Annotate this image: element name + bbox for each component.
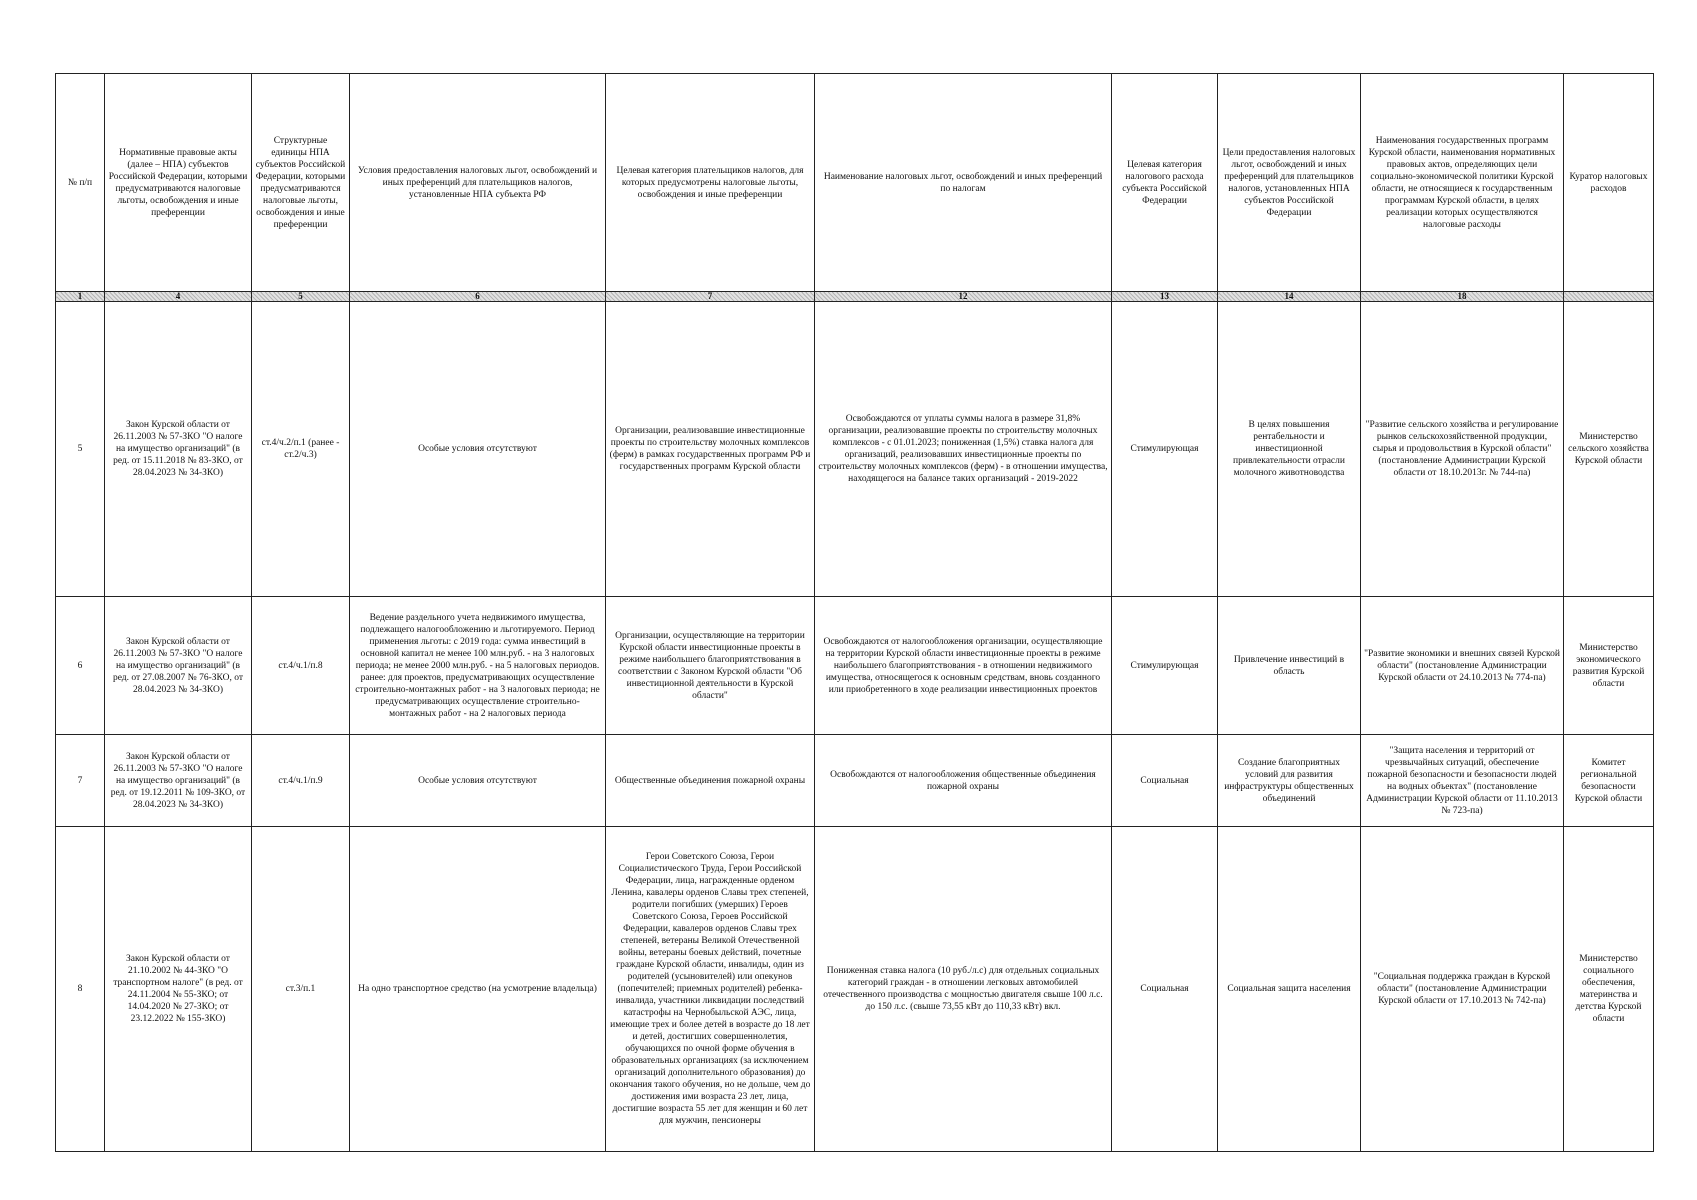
cell-curator: Министерство социального обеспечения, материнства и детства Курской области <box>1564 827 1654 1152</box>
cell-act: Закон Курской области от 21.10.2002 № 44-ЗКО "О транспортном налоге" (в ред. от 24.11.2004 № 55-ЗКО; от 14.04.2020 № 27-ЗКО; от 23.12.2022 № 155-ЗКО) <box>105 827 252 1152</box>
column-number: 7 <box>606 292 815 302</box>
column-number: 6 <box>350 292 606 302</box>
cell-benefit: Освобождаются от налогообложения организации, осуществляющие на территории Курской области инвестиционные проекты в режиме наибольшего благоприятствования - в отношении недвижимого имущества, относящегося к основным средствам, вновь созданного или приобретенного в ходе реализации инвестиционных проектов <box>815 597 1112 735</box>
column-number: 12 <box>815 292 1112 302</box>
cell-curator: Министерство экономического развития Курской области <box>1564 597 1654 735</box>
cell-category: Организации, реализовавшие инвестиционные проекты по строительству молочных комплексов (ферм) в рамках государственных программ РФ и государственных программ Курской области <box>606 302 815 597</box>
table-row <box>56 302 1654 597</box>
header-cell-goal: Цели предоставления налоговых льгот, освобождений и иных преференций для плательщиков налогов, установленных НПА субъектов Российской Федерации <box>1218 74 1361 292</box>
cell-benefit: Пониженная ставка налога (10 руб./л.с) для отдельных социальных категорий граждан - в отношении легковых автомобилей отечественного производства с мощностью двигателя свыше 100 л.с. до 150 л.с. (свыше 73,55 кВт до 110,33 кВт) вкл. <box>815 827 1112 1152</box>
cell-curator: Комитет региональной безопасности Курской области <box>1564 735 1654 827</box>
cell-type: Социальная <box>1112 827 1218 1152</box>
header-cell-program: Наименования государственных программ Курской области, наименования нормативных правовых актов, определяющих цели социально-экономической политики Курской области, не относящиеся к государственным программам Курской области, в целях реализации которых осуществляются налоговые расходы <box>1361 74 1564 292</box>
cell-curator: Министерство сельского хозяйства Курской области <box>1564 302 1654 597</box>
cell-goal: Социальная защита населения <box>1218 827 1361 1152</box>
cell-conditions: На одно транспортное средство (на усмотрение владельца) <box>350 827 606 1152</box>
cell-benefit: Освобождаются от уплаты суммы налога в размере 31,8% организации, реализовавшие проекты по строительству молочных комплексов - с 01.01.2023; пониженная (1,5%) ставка налога для организаций, реализовавших инвестиционные проекты по строительству молочных комплексов (ферм) - в отношении имущества, находящегося на балансе таких организаций - 2019-2022 <box>815 302 1112 597</box>
header-cell-act: Нормативные правовые акты (далее – НПА) субъектов Российской Федерации, которыми предусматриваются налоговые льготы, освобождения и иные преференции <box>105 74 252 292</box>
cell-goal: Создание благоприятных условий для развития инфраструктуры общественных объединений <box>1218 735 1361 827</box>
header-cell-category: Целевая категория плательщиков налогов, для которых предусмотрены налоговые льготы, освобождения и иные преференции <box>606 74 815 292</box>
cell-category: Организации, осуществляющие на территории Курской области инвестиционные проекты в режиме наибольшего благоприятствования в соответствии с Законом Курской области "Об инвестиционной деятельности в Курской области" <box>606 597 815 735</box>
tax-expenditures-table <box>55 73 1654 1152</box>
column-number: 5 <box>252 292 350 302</box>
cell-type: Социальная <box>1112 735 1218 827</box>
cell-num: 7 <box>56 735 105 827</box>
column-number-row <box>56 292 1654 302</box>
cell-program: "Развитие сельского хозяйства и регулирование рынков сельскохозяйственной продукции, сырья и продовольствия в Курской области" (постановление Администрации Курской области от 18.10.2013г. № 744-па) <box>1361 302 1564 597</box>
cell-goal: Привлечение инвестиций в область <box>1218 597 1361 735</box>
cell-unit: ст.3/п.1 <box>252 827 350 1152</box>
cell-unit: ст.4/ч.1/п.8 <box>252 597 350 735</box>
cell-unit: ст.4/ч.1/п.9 <box>252 735 350 827</box>
cell-program: "Развитие экономики и внешних связей Курской области" (постановление Администрации Курской области от 24.10.2013 № 774-па) <box>1361 597 1564 735</box>
header-cell-benefit: Наименование налоговых льгот, освобождений и иных преференций по налогам <box>815 74 1112 292</box>
header-cell-num: № п/п <box>56 74 105 292</box>
header-cell-curator: Куратор налоговых расходов <box>1564 74 1654 292</box>
table-header-row <box>56 74 1654 292</box>
column-number <box>1564 292 1654 302</box>
cell-type: Стимулирующая <box>1112 597 1218 735</box>
cell-act: Закон Курской области от 26.11.2003 № 57-ЗКО "О налоге на имущество организаций" (в ред. от 19.12.2011 № 109-ЗКО, от 28.04.2023 № 34-ЗКО) <box>105 735 252 827</box>
column-number: 1 <box>56 292 105 302</box>
header-cell-unit: Структурные единицы НПА субъектов Российской Федерации, которыми предусматриваются налоговые льготы, освобождения и иные преференции <box>252 74 350 292</box>
cell-conditions: Особые условия отсутствуют <box>350 302 606 597</box>
table-row <box>56 597 1654 735</box>
cell-type: Стимулирующая <box>1112 302 1218 597</box>
cell-program: "Социальная поддержка граждан в Курской области" (постановление Администрации Курской области от 17.10.2013 № 742-па) <box>1361 827 1564 1152</box>
cell-goal: В целях повышения рентабельности и инвестиционной привлекательности отрасли молочного животноводства <box>1218 302 1361 597</box>
cell-unit: ст.4/ч.2/п.1 (ранее - ст.2/ч.3) <box>252 302 350 597</box>
column-number: 13 <box>1112 292 1218 302</box>
cell-num: 8 <box>56 827 105 1152</box>
column-number: 4 <box>105 292 252 302</box>
cell-category: Герои Советского Союза, Герои Социалистического Труда, Герои Российской Федерации, лица, награжденные орденом Ленина, кавалеры орденов Славы трех степеней, родители погибших (умерших) Героев Советского Союза, Героев Российской Федерации, кавалеров орденов Славы трех степеней, ветераны Великой Отечественной войны, ветераны боевых действий, почетные граждане Курской области, инвалиды, один из родителей (усыновителей) или опекунов (попечителей; приемных родителей) ребенка-инвалида, участники ликвидации последствий катастрофы на Чернобыльской АЭС, лица, имеющие трех и более детей в возрасте до 18 лет и детей, достигших совершеннолетия, обучающихся по очной форме обучения в образовательных организациях (за исключением организаций дополнительного образования) до окончания такого обучения, но не дольше, чем до достижения ими возраста 23 лет, лица, достигшие возраста 55 лет для женщин и 60 лет для мужчин, пенсионеры <box>606 827 815 1152</box>
cell-conditions: Ведение раздельного учета недвижимого имущества, подлежащего налогообложению и льготируемого. Период применения льготы: с 2019 года: сумма инвестиций в основной капитал не менее 100 млн.руб. - на 3 налоговых периода; не менее 2000 млн.руб. - на 5 налоговых периодов. ранее: для проектов, предусматривающих осуществление строительно-монтажных работ - на 3 налоговых периода; не предусматривающих осуществление строительно-монтажных работ - на 2 налоговых периода <box>350 597 606 735</box>
header-cell-type: Целевая категория налогового расхода субъекта Российской Федерации <box>1112 74 1218 292</box>
cell-act: Закон Курской области от 26.11.2003 № 57-ЗКО "О налоге на имущество организаций" (в ред. от 27.08.2007 № 76-ЗКО, от 28.04.2023 № 34-ЗКО) <box>105 597 252 735</box>
cell-category: Общественные объединения пожарной охраны <box>606 735 815 827</box>
column-number: 18 <box>1361 292 1564 302</box>
cell-conditions: Особые условия отсутствуют <box>350 735 606 827</box>
cell-act: Закон Курской области от 26.11.2003 № 57-ЗКО "О налоге на имущество организаций" (в ред. от 15.11.2018 № 83-ЗКО, от 28.04.2023 № 34-ЗКО) <box>105 302 252 597</box>
cell-program: "Защита населения и территорий от чрезвычайных ситуаций, обеспечение пожарной безопасности и безопасности людей на водных объектах" (постановление Администрации Курской области от 11.10.2013 № 723-па) <box>1361 735 1564 827</box>
column-number: 14 <box>1218 292 1361 302</box>
table-row <box>56 735 1654 827</box>
cell-num: 5 <box>56 302 105 597</box>
cell-num: 6 <box>56 597 105 735</box>
header-cell-conditions: Условия предоставления налоговых льгот, освобождений и иных преференций для плательщиков налогов, установленные НПА субъекта РФ <box>350 74 606 292</box>
table-row <box>56 827 1654 1152</box>
cell-benefit: Освобождаются от налогообложения общественные объединения пожарной охраны <box>815 735 1112 827</box>
